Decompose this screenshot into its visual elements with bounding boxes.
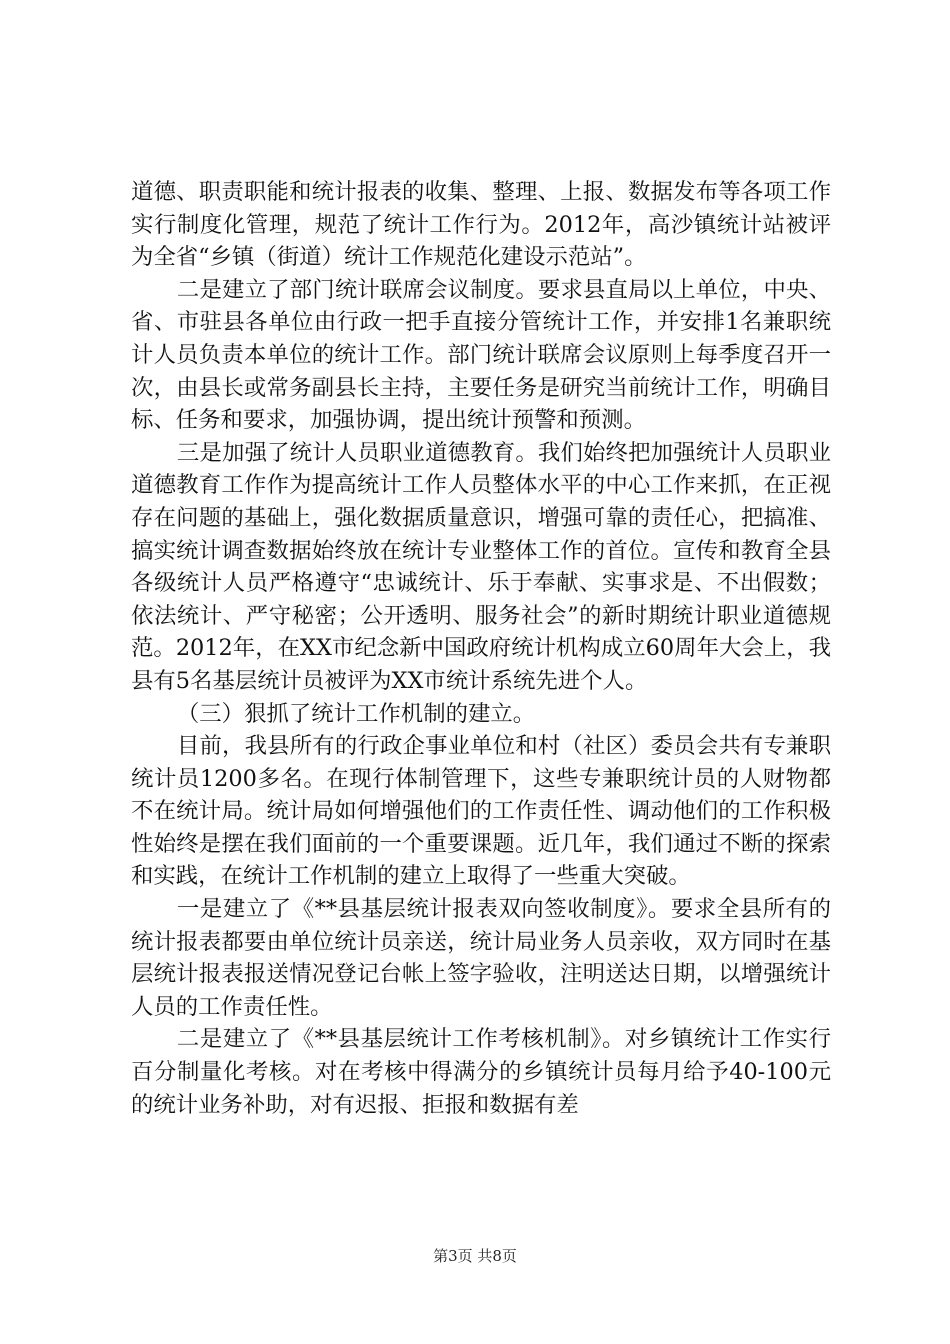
paragraph: 二是建立了《**县基层统计工作考核机制》。对乡镇统计工作实行百分制量化考核。对在考核中得满分的乡镇统计员每月给予40-100元的统计业务补助，对有迟报、拒报和数据有差 — [131, 1026, 831, 1118]
paragraph: 一是建立了《**县基层统计报表双向签收制度》。要求全县所有的统计报表都要由单位统计员亲送，统计局业务人员亲收，双方同时在基层统计报表报送情况登记台帐上签字验收，注明送达日期，以增强统计人员的工作责任性。 — [131, 896, 831, 1020]
paragraph: 二是建立了部门统计联席会议制度。要求县直局以上单位，中央、省、市驻县各单位由行政一把手直接分管统计工作，并安排1名兼职统计人员负责本单位的统计工作。部门统计联席会议原则上每季度召开一次，由县长或常务副县长主持，主要任务是研究当前统计工作，明确目标、任务和要求，加强协调，提出统计预警和预测。 — [131, 276, 831, 434]
paragraph: 目前，我县所有的行政企事业单位和村（社区）委员会共有专兼职统计员1200多名。在现行体制管理下，这些专兼职统计员的人财物都不在统计局。统计局如何增强他们的工作责任性、调动他们的工作积极性始终是摆在我们面前的一个重要课题。近几年，我们通过不断的探索和实践，在统计工作机制的建立上取得了一些重大突破。 — [131, 733, 831, 890]
document-body — [131, 176, 831, 1121]
section-heading: （三）狠抓了统计工作机制的建立。 — [176, 700, 536, 727]
paragraph: 三是加强了统计人员职业道德教育。我们始终把加强统计人员职业道德教育工作作为提高统计工作人员整体水平的中心工作来抓，在正视存在问题的基础上，强化数据质量意识，增强可靠的责任心，把搞准、搞实统计调查数据始终放在统计专业整体工作的首位。宣传和教育全县各级统计人员严格遵守“忠诚统计、乐于奉献、实事求是、不出假数；依法统计、严守秘密；公开透明、服务社会”的新时期统计职业道德规范。2012年，在XX市纪念新中国政府统计机构成立60周年大会上，我县有5名基层统计员被评为XX市统计系统先进个人。 — [131, 439, 831, 694]
page-footer: 第3页 共8页 — [433, 1247, 517, 1265]
paragraph: 道德、职责职能和统计报表的收集、整理、上报、数据发布等各项工作实行制度化管理，规范了统计工作行为。2012年，高沙镇统计站被评为全省“乡镇（街道）统计工作规范化建设示范站”。 — [131, 179, 831, 271]
